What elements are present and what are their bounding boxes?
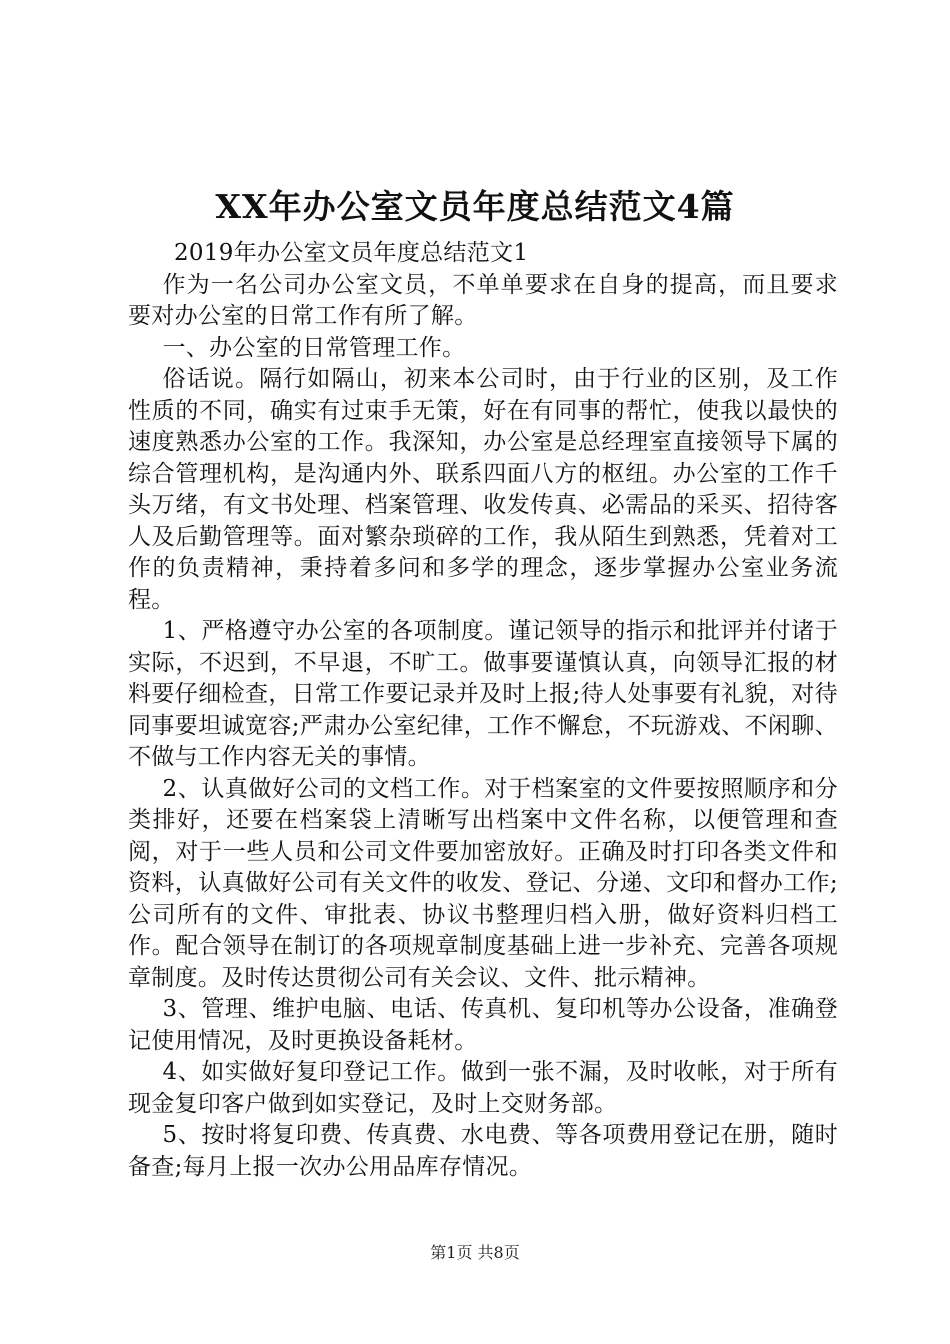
paragraph-item-1: 1、严格遵守办公室的各项制度。谨记领导的指示和批评并付诸于实际，不迟到，不早退，不旷工。做事要谨慎认真，向领导汇报的材料要仔细检查，日常工作要记录并及时上报;待人处事要有礼貌，对待同事要坦诚宽容;严肃办公室纪律，工作不懈怠，不玩游戏、不闲聊、不做与工作内容无关的事情。 [128, 618, 838, 770]
paragraph-item-4: 4、如实做好复印登记工作。做到一张不漏，及时收帐，对于所有现金复印客户做到如实登记，及时上交财务部。 [128, 1059, 838, 1117]
paragraph-intro: 作为一名公司办公室文员，不单单要求在自身的提高，而且要求要对办公室的日常工作有所了解。 [128, 271, 838, 329]
paragraph-item-3: 3、管理、维护电脑、电话、传真机、复印机等办公设备，准确登记使用情况，及时更换设备耗材。 [128, 996, 838, 1054]
paragraph-item-5: 5、按时将复印费、传真费、水电费、等各项费用登记在册，随时备查;每月上报一次办公用品库存情况。 [128, 1122, 838, 1180]
section-heading: 2019年办公室文员年度总结范文1 [174, 240, 529, 266]
page-number: 第1页 共8页 [430, 1243, 520, 1262]
document-body [128, 238, 838, 1183]
section-heading-daily-management: 一、办公室的日常管理工作。 [162, 334, 466, 361]
document-title: XX年办公室文员年度总结范文4篇 [215, 187, 735, 226]
paragraph-item-2: 2、认真做好公司的文档工作。对于档案室的文件要按照顺序和分类排好，还要在档案袋上清晰写出档案中文件名称，以便管理和查阅，对于一些人员和公司文件要加密放好。正确及时打印各类文件和资料，认真做好公司有关文件的收发、登记、分递、文印和督办工作;公司所有的文件、审批表、协议书整理归档入册，做好资料归档工作。配合领导在制订的各项规章制度基础上进一步补充、完善各项规章制度。及时传达贯彻公司有关会议、文件、批示精神。 [128, 775, 838, 991]
paragraph-body: 俗话说。隔行如隔山，初来本公司时，由于行业的区别，及工作性质的不同，确实有过束手无策，好在有同事的帮忙，使我以最快的速度熟悉办公室的工作。我深知，办公室是总经理室直接领导下属的综合管理机构，是沟通内外、联系四面八方的枢纽。办公室的工作千头万绪，有文书处理、档案管理、收发传真、必需品的采买、招待客人及后勤管理等。面对繁杂琐碎的工作，我从陌生到熟悉，凭着对工作的负责精神，秉持着多问和多学的理念，逐步掌握办公室业务流程。 [128, 366, 838, 613]
